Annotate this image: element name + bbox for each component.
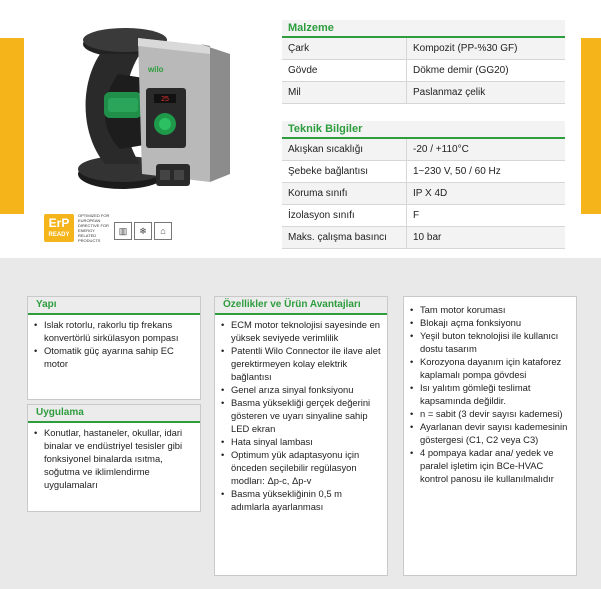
yapi-title: Yapı bbox=[28, 297, 200, 315]
spec-key: Mil bbox=[288, 87, 301, 98]
spec-row bbox=[282, 38, 565, 60]
spec-row bbox=[282, 60, 565, 82]
avantajlar-box bbox=[403, 296, 577, 576]
list-item: • Islak rotorlu, rakorlu tip frekans konvertörlü sirkülasyon pompası bbox=[34, 318, 194, 344]
yapi-box bbox=[27, 296, 201, 400]
snowflake-icon: ❄ bbox=[134, 222, 152, 240]
uygulama-title: Uygulama bbox=[28, 405, 200, 423]
spec-key: Koruma sınıfı bbox=[288, 188, 348, 199]
list-item: • 4 pompaya kadar ana/ yedek ve paralel işletim için BCe-HVAC kontrol panosu ile kullanılmalıdır bbox=[410, 446, 570, 485]
left-accent-bar bbox=[0, 38, 24, 214]
erp-ready-badge bbox=[44, 214, 74, 242]
erp-main-label: ErP bbox=[48, 216, 70, 230]
teknik-title: Teknik Bilgiler bbox=[282, 121, 565, 139]
spec-key: Şebeke bağlantısı bbox=[288, 166, 369, 177]
spec-value: Dökme demir (GG20) bbox=[406, 60, 565, 81]
list-item: • Genel arıza sinyal fonksiyonu bbox=[221, 383, 381, 396]
spec-value: 1~230 V, 50 / 60 Hz bbox=[406, 161, 565, 182]
erp-sub-label: READY bbox=[48, 232, 70, 238]
uygulama-box bbox=[27, 404, 201, 512]
list-item: • Yeşil buton teknolojisi ile kullanıcı dostu tasarım bbox=[410, 329, 570, 355]
malzeme-table bbox=[282, 20, 565, 104]
list-item: • Otomatik güç ayarına sahip EC motor bbox=[34, 344, 194, 370]
spec-key: Maks. çalışma basıncı bbox=[288, 232, 387, 243]
list-item: • Optimum yük adaptasyonu için önceden seçilebilir regülasyon modları: Δp-c, Δp-v bbox=[221, 448, 381, 487]
malzeme-title: Malzeme bbox=[282, 20, 565, 38]
spec-value: 10 bar bbox=[406, 227, 565, 248]
list-item: • Korozyona dayanım için kataforez kaplamalı pompa gövdesi bbox=[410, 355, 570, 381]
right-accent-bar bbox=[581, 38, 601, 214]
list-item: • Blokajı açma fonksiyonu bbox=[410, 316, 570, 329]
list-item: • Tam motor koruması bbox=[410, 303, 570, 316]
list-item: • Ayarlanan devir sayısı kademesinin göstergesi (C1, C2 veya C3) bbox=[410, 420, 570, 446]
list-item: • Basma yüksekliğinin 0,5 m adımlarla ayarlanması bbox=[221, 487, 381, 513]
thermal-class-icon: ▥ bbox=[114, 222, 132, 240]
spec-value: -20 / +110°C bbox=[406, 139, 565, 160]
list-item: • Basma yüksekliği gerçek değerini gösteren ve uyarı sinyaline sahip LED ekran bbox=[221, 396, 381, 435]
list-item: • Isı yalıtım gömleği teslimat kapsamında değildir. bbox=[410, 381, 570, 407]
spec-value: IP X 4D bbox=[406, 183, 565, 204]
housing-icon: ⌂ bbox=[154, 222, 172, 240]
spec-row bbox=[282, 205, 565, 227]
spec-key: Çark bbox=[288, 43, 310, 54]
malzeme-rows bbox=[282, 38, 565, 104]
spec-value: Kompozit (PP-%30 GF) bbox=[406, 38, 565, 59]
spec-key: Gövde bbox=[288, 65, 318, 76]
list-item: • ECM motor teknolojisi sayesinde en yüksek seviyede verimlilik bbox=[221, 318, 381, 344]
spec-value: F bbox=[406, 205, 565, 226]
teknik-table bbox=[282, 121, 565, 249]
avantajlar-list bbox=[404, 297, 576, 485]
ozellikler-list bbox=[215, 315, 387, 513]
spec-key: Akışkan sıcaklığı bbox=[288, 144, 364, 155]
pump-image bbox=[60, 14, 250, 204]
erp-small-text: OPTIMIZED FOR EUROPEAN DIRECTIVE FOR ENERGY RELATED PRODUCTS bbox=[78, 213, 110, 243]
list-item: • n = sabit (3 devir sayısı kademesi) bbox=[410, 407, 570, 420]
uygulama-list bbox=[28, 423, 200, 491]
yapi-list bbox=[28, 315, 200, 370]
spec-row bbox=[282, 82, 565, 104]
spec-row bbox=[282, 161, 565, 183]
spec-value: Paslanmaz çelik bbox=[406, 82, 565, 103]
spec-key: İzolasyon sınıfı bbox=[288, 210, 355, 221]
svg-text:wilo: wilo bbox=[148, 65, 164, 74]
spec-row bbox=[282, 139, 565, 161]
list-item: • Hata sinyal lambası bbox=[221, 435, 381, 448]
ozellikler-box bbox=[214, 296, 388, 576]
svg-text:25: 25 bbox=[161, 96, 169, 103]
list-item: • Konutlar, hastaneler, okullar, idari binalar ve endüstriyel tesisler gibi fonksiyonel binalarda ısıtma, soğutma ve iklimlendirme uygulamaları bbox=[34, 426, 194, 491]
spec-row bbox=[282, 183, 565, 205]
teknik-rows bbox=[282, 139, 565, 249]
ozellikler-title: Özellikler ve Ürün Avantajları bbox=[215, 297, 387, 315]
spec-row bbox=[282, 227, 565, 249]
list-item: • Patentli Wilo Connector ile ilave alet gerektirmeyen kolay elektrik bağlantısı bbox=[221, 344, 381, 383]
